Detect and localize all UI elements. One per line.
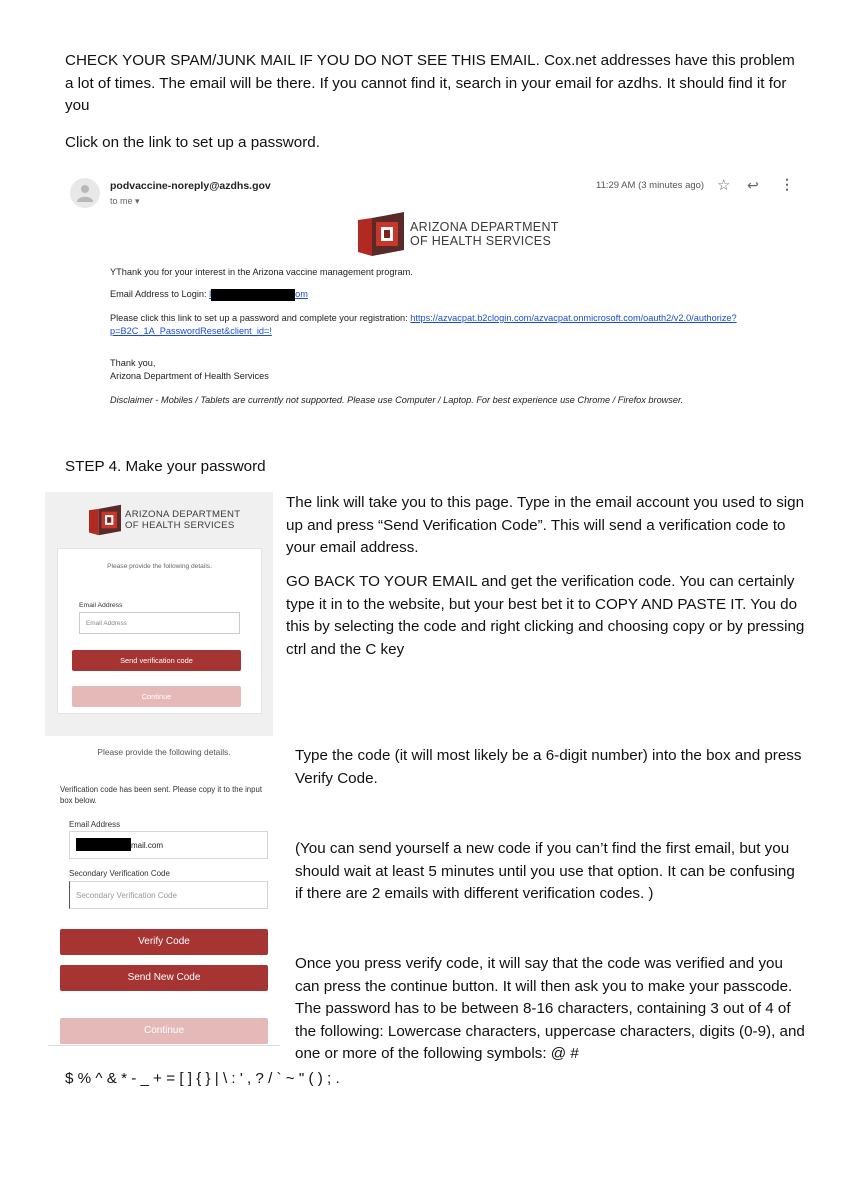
login-email-line (110, 288, 308, 301)
adhs-logo-text (410, 220, 559, 249)
secondary-code-input[interactable]: Secondary Verification Code (69, 881, 268, 909)
provide-details-text: Please provide the following details. (97, 747, 231, 757)
sender-address: podvaccine-noreply@azdhs.gov (110, 180, 271, 192)
password-reset-link-cont[interactable]: p=B2C_1A_PasswordReset&client_id=! (110, 325, 272, 336)
person-icon (77, 184, 93, 202)
password-rules-paragraph: Once you press verify code, it will say that the code was verified and you can press the continue button. It will then ask you to make your passcode. The password has to be between 8-16 characters, containing 3 out of 4 of the following: Lowercase characters, uppercase characters, digits (0-9), and one or more of the following symbols: @ # (295, 955, 805, 1063)
provide-details-text: Please provide the following details. (107, 563, 212, 570)
password-reset-link[interactable]: https://azvacpat.b2clogin.com/azvacpat.onmicrosoft.com/oauth2/v2.0/authorize? (410, 313, 737, 323)
email-address-label: Email Address (69, 820, 121, 829)
code-sent-message: Verification code has been sent. Please copy it to the input box below. (60, 785, 262, 805)
login-fragment-start: l (209, 289, 212, 299)
email-entry-form-screenshot (45, 492, 273, 736)
copy-code-paragraph: GO BACK TO YOUR EMAIL and get the verification code. You can certainly type it in to the website, but your best bet it to COPY AND PASTE IT. You do this by selecting the code and right clicking and choosing copy or by pressing ctrl and the C key (286, 573, 805, 658)
logo-line-1: ARIZONA DEPARTMENT (125, 508, 241, 520)
password-symbols-line: $ % ^ & * - _ + = [ ] { } | \ : ' , ? / ` ~ " ( ) ; . (65, 1070, 340, 1087)
link-explanation-paragraph: The link will take you to this page. Type in the email account you used to sign up and press “Send Verification Code”. This will send a verification code to your email address. (286, 494, 805, 557)
more-options-icon[interactable]: ⋮ (780, 176, 794, 192)
email-address-label: Email Address (79, 602, 123, 609)
email-address-input[interactable] (69, 831, 268, 859)
email-value-suffix: mail.com (131, 841, 164, 851)
redaction-bar (211, 289, 295, 301)
adhs-logo-mark (358, 212, 404, 256)
redaction-bar (76, 838, 131, 851)
link-intro: Please click this link to set up a password and complete your registration: (110, 313, 408, 323)
send-new-code-button[interactable]: Send New Code (60, 965, 268, 991)
continue-button[interactable]: Continue (60, 1018, 268, 1044)
logo-line-2: OF HEALTH SERVICES (125, 520, 235, 531)
reply-icon[interactable]: ↩ (747, 177, 759, 193)
login-fragment-end: om (295, 289, 308, 299)
step4-heading: STEP 4. Make your password (65, 458, 266, 475)
verification-form-screenshot (48, 742, 280, 1048)
email-address-input[interactable]: Email Address (79, 612, 240, 634)
login-email-link[interactable] (209, 289, 308, 299)
email-timestamp: 11:29 AM (3 minutes ago) (596, 180, 705, 191)
password-link-paragraph (110, 312, 790, 337)
spam-warning-paragraph: CHECK YOUR SPAM/JUNK MAIL IF YOU DO NOT SEE THIS EMAIL. Cox.net addresses have this problem a lot of times. The email will be there. If you cannot find it, search in your email for azdhs. It should find it for you (65, 52, 795, 115)
divider (48, 1045, 280, 1046)
adhs-logo-text (125, 509, 240, 531)
login-label: Email Address to Login: (110, 289, 207, 299)
send-verification-code-button[interactable]: Send verification code (72, 650, 241, 671)
enter-code-paragraph: Type the code (it will most likely be a 6-digit number) into the box and press Verify Code. (295, 747, 802, 787)
adhs-logo-mark (89, 504, 121, 536)
chevron-down-icon: ▾ (135, 196, 140, 206)
adhs-logo (89, 504, 240, 536)
logo-line-1: ARIZONA DEPARTMENT (410, 219, 559, 234)
recipient-dropdown[interactable] (110, 196, 140, 207)
sender-avatar (70, 178, 100, 208)
form-card (57, 548, 262, 714)
signoff-line-1: Thank you, (110, 358, 156, 368)
browser-disclaimer: Disclaimer - Mobiles / Tablets are currently not supported. Please use Computer / Laptop. For best experience use Chrome / Firefox browser. (110, 395, 684, 405)
verify-code-button[interactable]: Verify Code (60, 929, 268, 955)
thank-you-line: YThank you for your interest in the Arizona vaccine management program. (110, 267, 413, 277)
logo-line-2: OF HEALTH SERVICES (410, 234, 552, 248)
signoff-line-2: Arizona Department of Health Services (110, 371, 269, 381)
secondary-code-label: Secondary Verification Code (69, 869, 170, 878)
email-screenshot (62, 170, 807, 420)
click-link-instruction: Click on the link to set up a password. (65, 134, 320, 151)
adhs-logo (358, 212, 559, 256)
resend-code-paragraph: (You can send yourself a new code if you can’t find the first email, but you should wait at least 5 minutes until you use that option. It can be confusing if there are 2 emails with different verification codes. ) (295, 840, 795, 903)
star-icon[interactable]: ☆ (717, 177, 731, 194)
recipient-label: to me (110, 196, 133, 206)
continue-button[interactable]: Continue (72, 686, 241, 707)
